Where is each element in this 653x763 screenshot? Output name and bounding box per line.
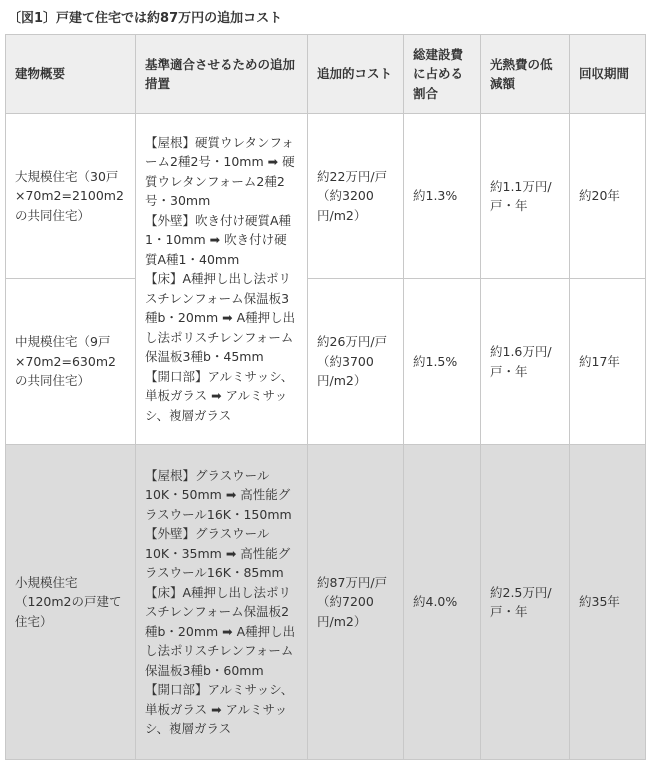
header-payback: 回収期間 (570, 35, 646, 114)
measure-floor: 【床】A種押し出し法ポリスチレンフォーム保温板3種b・20mm ➡ A種押し出し法ポリスチレンフォーム保温板3種b・45mm (145, 271, 296, 365)
measure-opening: 【開口部】アルミサッシ、単板ガラス ➡ アルミサッシ、複層ガラス (145, 368, 294, 423)
measure-wall: 【外壁】グラスウール10K・35mm ➡ 高性能グラスウール16K・85mm (145, 526, 291, 580)
cell-share: 約1.3% (404, 114, 481, 279)
table-row (6, 279, 646, 445)
cell-saving: 約1.6万円/戸・年 (481, 279, 570, 445)
cell-measures-multifamily (136, 114, 308, 445)
cell-share: 約4.0% (404, 445, 481, 760)
cell-measures-detached (136, 445, 308, 760)
table-row (6, 114, 646, 279)
measure-opening: 【開口部】アルミサッシ、単板ガラス ➡ アルミサッシ、複層ガラス (145, 682, 294, 736)
header-building: 建物概要 (6, 35, 136, 114)
cell-payback: 約20年 (570, 114, 646, 279)
header-measures: 基準適合させるための追加措置 (136, 35, 308, 114)
header-cost: 追加的コスト (308, 35, 404, 114)
measure-floor: 【床】A種押し出し法ポリスチレンフォーム保温板2種b・20mm ➡ A種押し出し法ポリスチレンフォーム保温板3種b・60mm (145, 584, 296, 678)
cell-cost: 約87万円/戸（約7200円/m2） (308, 445, 404, 760)
figure-caption: 〔図1〕戸建て住宅では約87万円の追加コスト (8, 11, 283, 26)
cell-saving: 約2.5万円/戸・年 (481, 445, 570, 760)
measure-wall: 【外壁】吹き付け硬質A種1・10mm ➡ 吹き付け硬質A種1・40mm (145, 212, 292, 267)
measure-roof: 【屋根】グラスウール10K・50mm ➡ 高性能グラスウール16K・150mm (145, 467, 292, 522)
cell-building: 大規模住宅（30戸×70m2=2100m2の共同住宅） (6, 114, 136, 279)
cell-cost: 約22万円/戸（約3200円/m2） (308, 114, 404, 279)
measure-roof: 【屋根】硬質ウレタンフォーム2種2号・10mm ➡ 硬質ウレタンフォーム2種2号・30mm (145, 134, 295, 209)
table-row-highlighted (6, 445, 646, 760)
cost-table (5, 34, 646, 760)
cell-payback: 約35年 (570, 445, 646, 760)
cell-building: 小規模住宅（120m2の戸建て住宅） (6, 445, 136, 760)
cell-share: 約1.5% (404, 279, 481, 445)
cell-saving: 約1.1万円/戸・年 (481, 114, 570, 279)
header-share: 総建設費に占める割合 (404, 35, 481, 114)
cell-payback: 約17年 (570, 279, 646, 445)
cell-cost: 約26万円/戸（約3700円/m2） (308, 279, 404, 445)
cell-building: 中規模住宅（9戸×70m2=630m2の共同住宅） (6, 279, 136, 445)
header-row (6, 35, 646, 114)
header-saving: 光熱費の低減額 (481, 35, 570, 114)
